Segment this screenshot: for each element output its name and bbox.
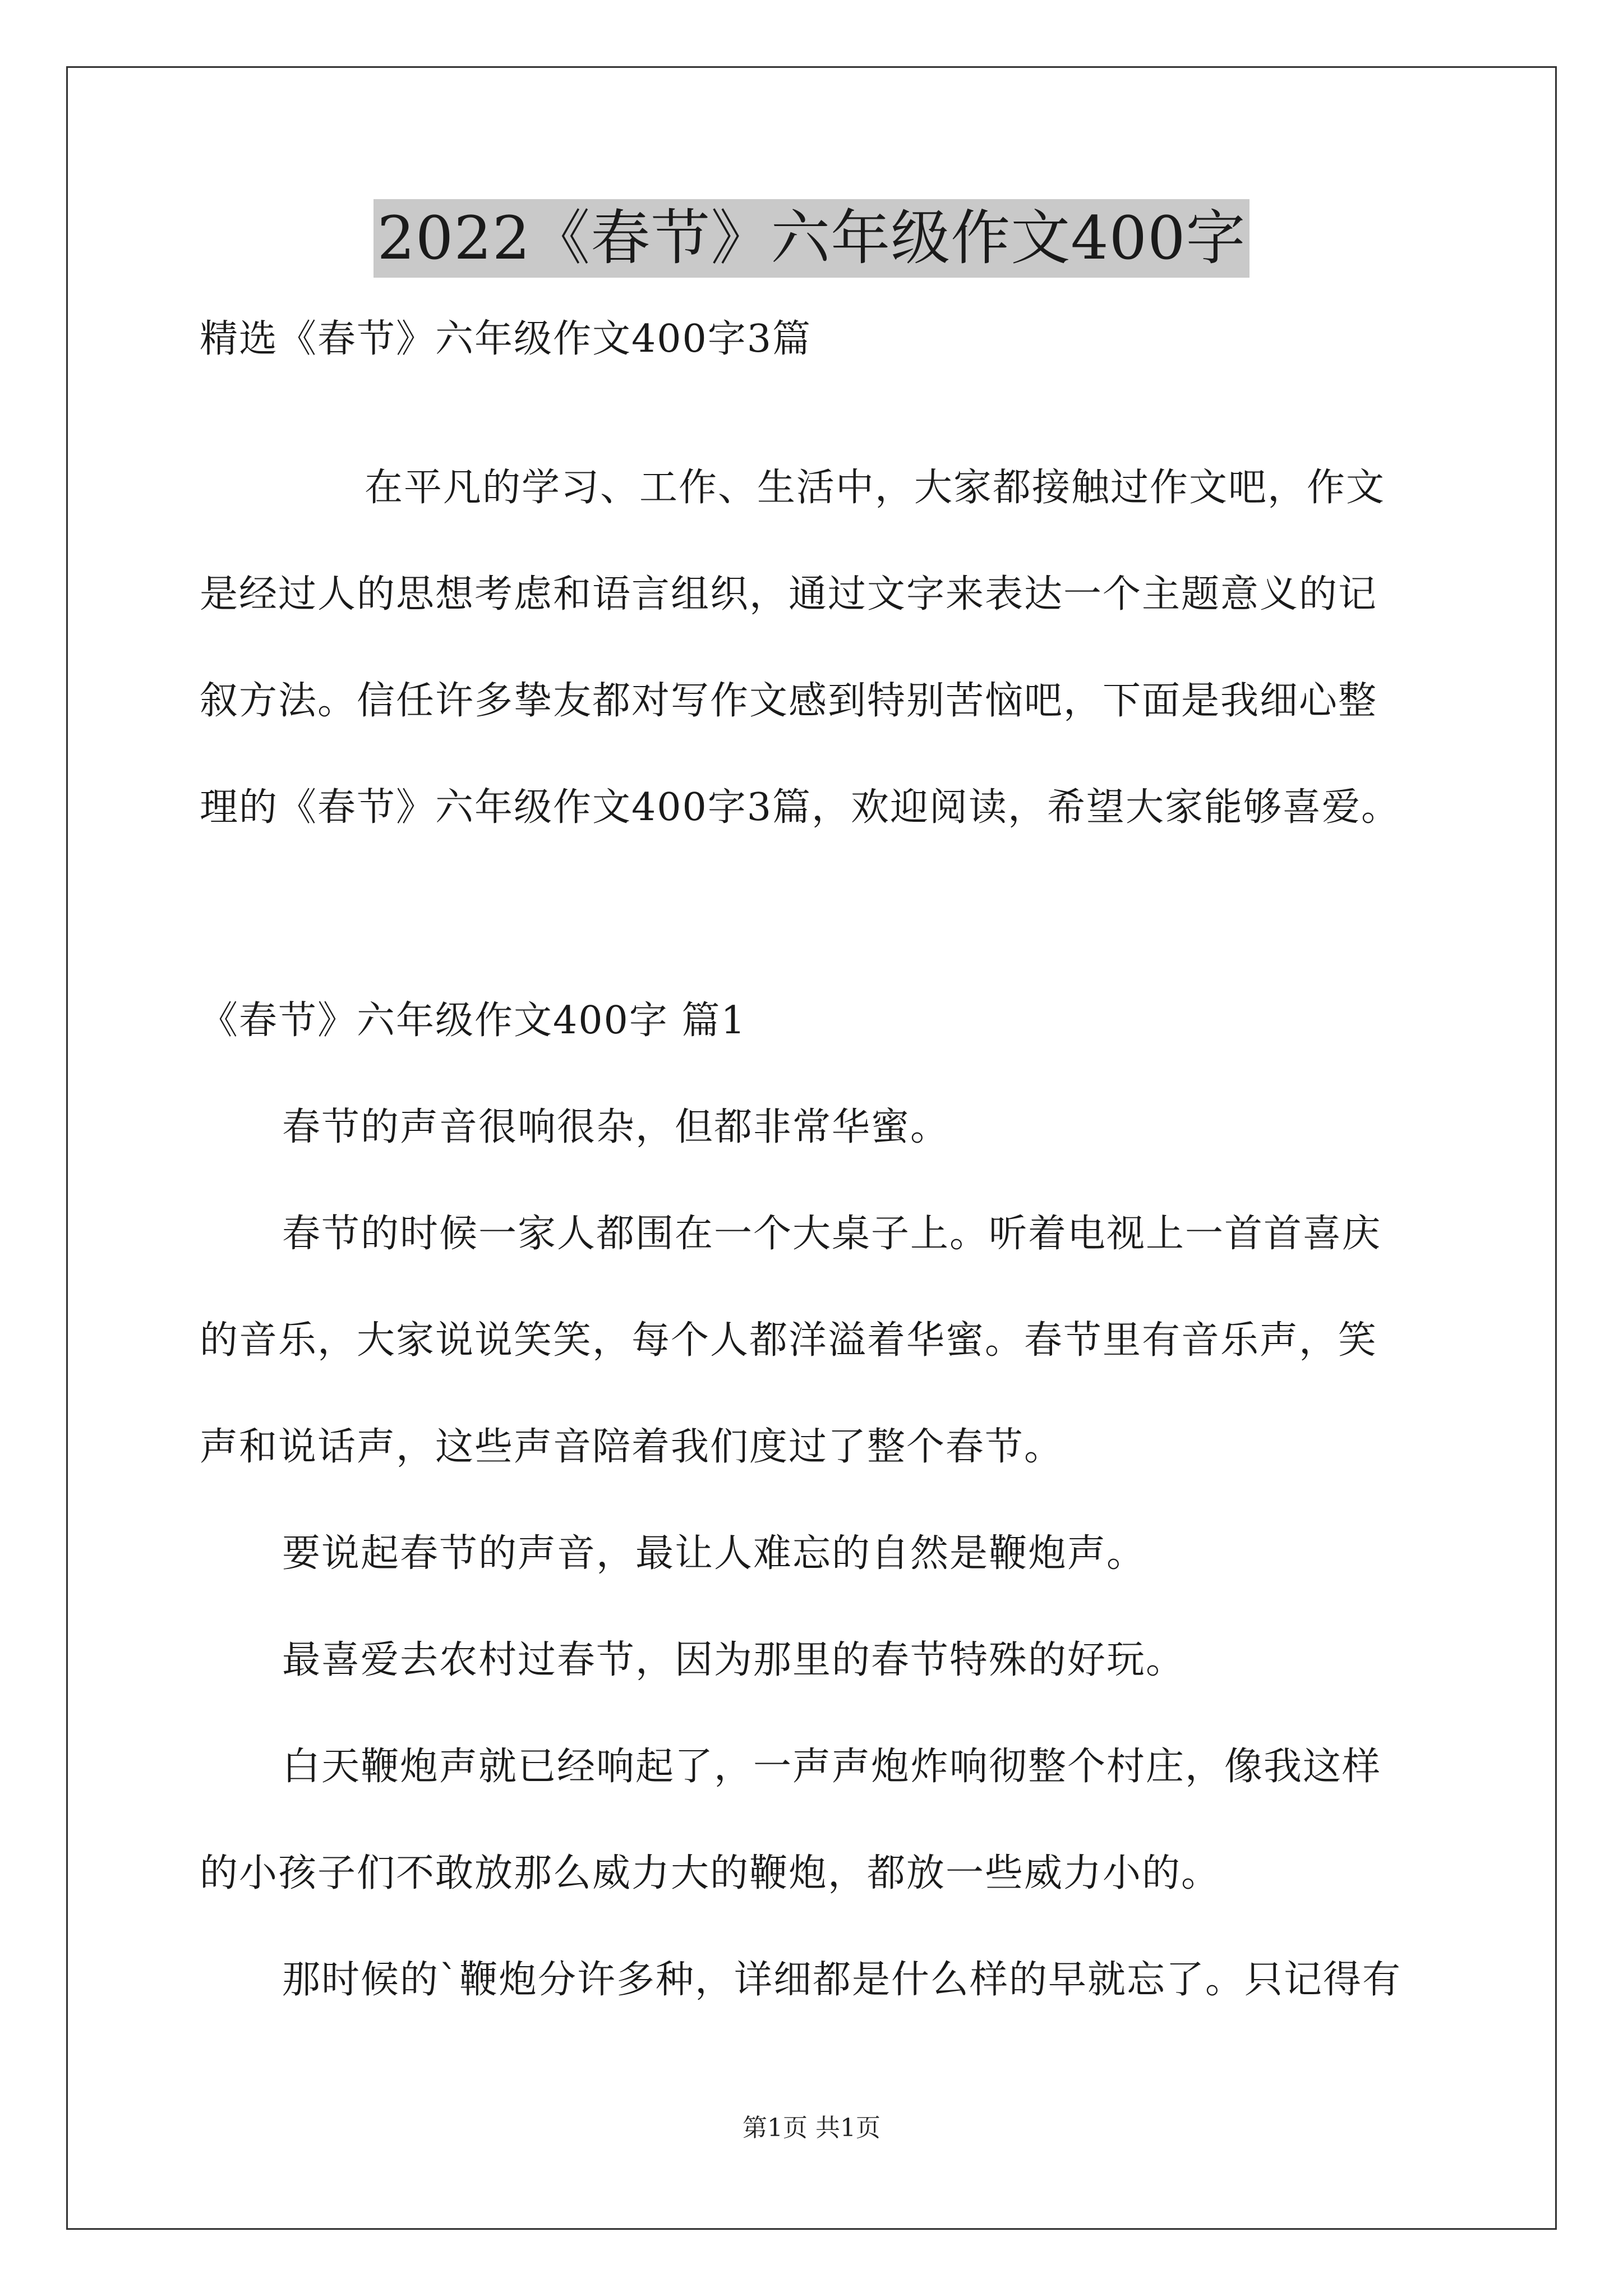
body-line-1: 春节的声音很响很杂，但都非常华蜜。 — [282, 1105, 950, 1149]
body-line-8: 的小孩子们不敢放那么威力大的鞭炮，都放一些威力小的。 — [200, 1851, 1221, 1895]
body-line-5: 要说起春节的声音，最让人难忘的自然是鞭炮声。 — [282, 1531, 1146, 1576]
body-line-6: 最喜爱去农村过春节，因为那里的春节特殊的好玩。 — [282, 1638, 1186, 1682]
intro-line-1: 在平凡的学习、工作、生活中，大家都接触过作文吧，作文 — [365, 466, 1386, 510]
title-container — [0, 199, 1623, 278]
body-line-7: 白天鞭炮声就已经响起了，一声声炮炸响彻整个村庄，像我这样 — [282, 1745, 1382, 1789]
page-footer: 第1页 共1页 — [743, 2114, 880, 2142]
document-subtitle: 精选《春节》六年级作文400字3篇 — [200, 317, 812, 361]
intro-line-3: 叙方法。信任许多挚友都对写作文感到特别苦恼吧，下面是我细心整 — [200, 679, 1378, 723]
body-line-2: 春节的时候一家人都围在一个大桌子上。听着电视上一首首喜庆 — [282, 1212, 1382, 1256]
intro-line-2: 是经过人的思想考虑和语言组织，通过文字来表达一个主题意义的记 — [200, 572, 1378, 616]
intro-line-4: 理的《春节》六年级作文400字3篇，欢迎阅读，希望大家能够喜爱。 — [200, 785, 1401, 830]
body-line-9: 那时候的`鞭炮分许多种，详细都是什么样的早就忘了。只记得有 — [282, 1958, 1402, 2002]
document-title: 2022《春节》六年级作文400字 — [374, 199, 1249, 278]
body-line-4: 声和说话声，这些声音陪着我们度过了整个春节。 — [200, 1425, 1064, 1469]
section-heading: 《春节》六年级作文400字 篇1 — [200, 999, 746, 1043]
body-line-3: 的音乐，大家说说笑笑，每个人都洋溢着华蜜。春节里有音乐声，笑 — [200, 1318, 1378, 1363]
